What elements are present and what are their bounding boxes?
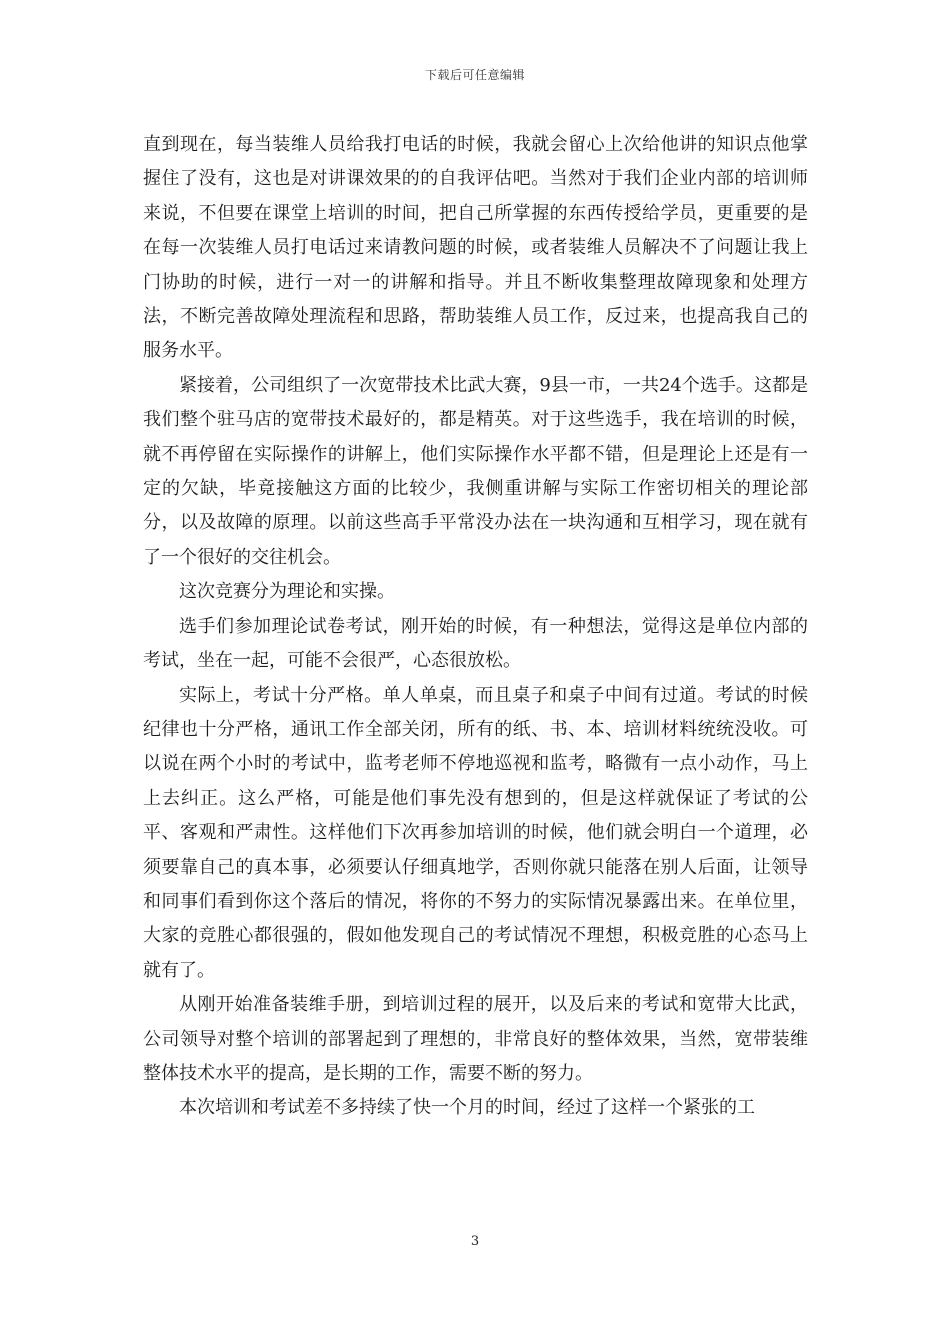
paragraph-3: 这次竞赛分为理论和实操。: [179, 581, 395, 603]
page-header: 下载后可任意编辑: [424, 68, 525, 82]
paragraph-2: 紧接着，公司组织了一次宽带技术比武大赛，9县一市，一共24个选手。这都是我们整个驻马店的宽带技术最好的，都是精英。对于这些选手，我在培训的时候，就不再停留在实际操作的讲解上，他们实际操作水平都不错，但是理论上还是有一定的欠缺，毕竟接触这方面的比较少，我侧重讲解与实际工作密切相关的理论部分，以及故障的原理。以前这些高手平常没办法在一块沟通和互相学习，现在就有了一个很好的交往机会。: [143, 374, 808, 568]
paragraph-4: 选手们参加理论试卷考试，刚开始的时候，有一种想法，觉得这是单位内部的考试，坐在一起，可能不会很严，心态很放松。: [143, 615, 808, 672]
paragraph-6: 从刚开始准备装维手册，到培训过程的展开，以及后来的考试和宽带大比武，公司领导对整个培训的部署起到了理想的，非常良好的整体效果，当然，宽带装维整体技术水平的提高，是长期的工作，需要不断的努力。: [143, 994, 808, 1084]
page-number: 3: [470, 1234, 480, 1249]
document-body: [143, 128, 808, 1126]
paragraph-5: 实际上，考试十分严格。单人单桌，而且桌子和桌子中间有过道。考试的时候纪律也十分严格，通讯工作全部关闭，所有的纸、书、本、培训材料统统没收。可以说在两个小时的考试中，监考老师不停地巡视和监考，略微有一点小动作，马上上去纠正。这么严格，可能是他们事先没有想到的，但是这样就保证了考试的公平、客观和严肃性。这样他们下次再参加培训的时候，他们就会明白一个道理，必须要靠自己的真本事，必须要认仔细真地学，否则你就只能落在别人后面，让领导和同事们看到你这个落后的情况，将你的不努力的实际情况暴露出来。在单位里，大家的竞胜心都很强的，假如他发现自己的考试情况不理想，积极竞胜的心态马上就有了。: [143, 684, 808, 981]
paragraph-1: 直到现在，每当装维人员给我打电话的时候，我就会留心上次给他讲的知识点他掌握住了没有，这也是对讲课效果的的自我评估吧。当然对于我们企业内部的培训师来说，不但要在课堂上培训的时间，把自己所掌握的东西传授给学员，更重要的是在每一次装维人员打电话过来请教问题的时候，或者装维人员解决不了问题让我上门协助的时候，进行一对一的讲解和指导。并且不断收集整理故障现象和处理方法，不断完善故障处理流程和思路，帮助装维人员工作，反过来，也提高我自己的服务水平。: [143, 134, 808, 362]
paragraph-7: 本次培训和考试差不多持续了快一个月的时间，经过了这样一个紧张的工: [179, 1097, 755, 1119]
